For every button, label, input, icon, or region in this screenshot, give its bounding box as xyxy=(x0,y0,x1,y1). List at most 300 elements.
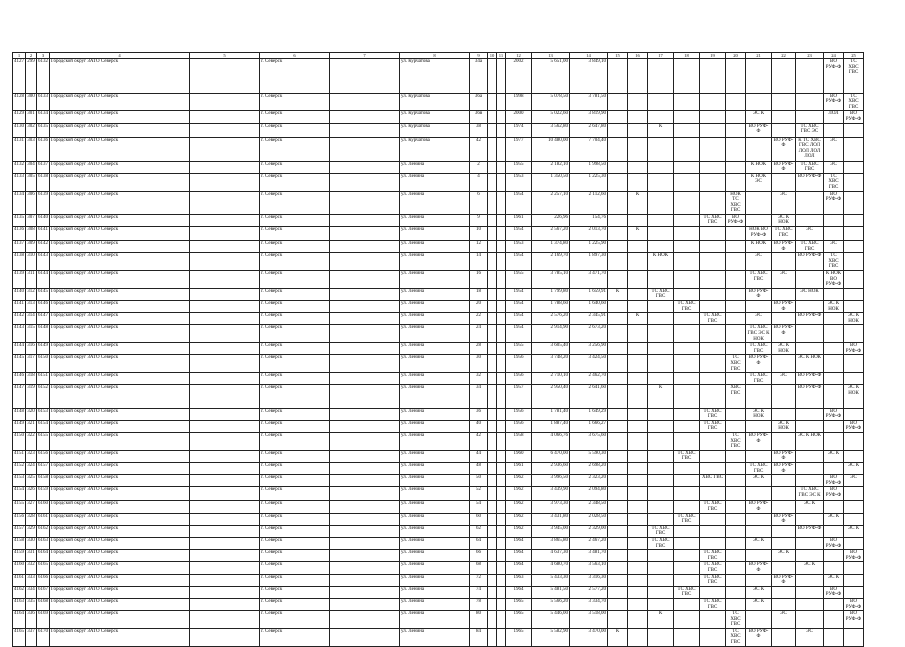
cell-c13: 3 785,10 xyxy=(532,271,570,289)
cell-c9: 40 xyxy=(470,420,488,432)
cell-empty xyxy=(190,513,260,525)
cell-c9: 54 xyxy=(470,501,488,513)
cell-c3: 6133 xyxy=(37,93,50,111)
cell-flag xyxy=(648,313,674,325)
cell-c9: 12 xyxy=(470,241,488,253)
cell-flag xyxy=(844,373,864,385)
cell-c14: 3 470,00 xyxy=(570,628,608,646)
cell-empty xyxy=(497,525,506,537)
cell-flag xyxy=(674,271,700,289)
cell-empty xyxy=(330,173,400,191)
cell-flag xyxy=(608,137,628,161)
cell-c14: 154,76 xyxy=(570,214,608,226)
cell-c6: г. Северск xyxy=(260,343,330,355)
cell-flag xyxy=(648,463,674,475)
cell-c12: 1956 xyxy=(506,420,532,432)
cell-c8: ул. Ленина xyxy=(400,227,470,241)
cell-c8: ул. Ленина xyxy=(400,513,470,525)
cell-c3: 6161 xyxy=(37,513,50,525)
cell-empty xyxy=(190,123,260,137)
cell-flag xyxy=(700,450,726,462)
cell-c12: 1954 xyxy=(506,191,532,214)
cell-c9: 18 xyxy=(470,288,488,300)
cell-c14: 2 467,20 xyxy=(570,537,608,549)
cell-c4: Городской округ ЗАТО Северск xyxy=(50,137,190,161)
cell-c13: 1 788,60 xyxy=(532,301,570,313)
cell-flag: ВО РУФ-Ф xyxy=(796,313,824,325)
cell-empty xyxy=(330,214,400,226)
cell-flag: ХВС ГВС xyxy=(700,475,726,487)
cell-flag xyxy=(674,420,700,432)
cell-c12: 1954 xyxy=(506,313,532,325)
cell-c12: 1953 xyxy=(506,173,532,191)
cell-empty xyxy=(488,550,497,562)
cell-flag xyxy=(844,501,864,513)
cell-empty xyxy=(330,59,400,94)
cell-c3: 6134 xyxy=(37,111,50,123)
cell-c1: 4151 xyxy=(13,450,26,462)
cell-c1: 4154 xyxy=(13,487,26,501)
cell-c14: 1 998,50 xyxy=(570,161,608,173)
cell-c8: ул. Ленина xyxy=(400,628,470,646)
cell-c12: 1965 xyxy=(506,598,532,610)
cell-flag xyxy=(608,123,628,137)
cell-flag xyxy=(674,313,700,325)
cell-c2: 336 xyxy=(26,611,37,629)
cell-c2: 303 xyxy=(26,137,37,161)
cell-flag: ТС ХВС ГВС xyxy=(648,537,674,549)
table-row xyxy=(13,191,864,214)
cell-flag xyxy=(608,93,628,111)
cell-c4: Городской округ ЗАТО Северск xyxy=(50,586,190,598)
cell-c12: 1957 xyxy=(506,385,532,408)
cell-flag xyxy=(796,586,824,598)
cell-flag xyxy=(608,373,628,385)
cell-c6: г. Северск xyxy=(260,227,330,241)
header-cell: 14 xyxy=(570,53,608,59)
cell-flag xyxy=(844,487,864,501)
cell-c8: ул. Ленина xyxy=(400,598,470,610)
cell-c12: 1954 xyxy=(506,288,532,300)
cell-empty xyxy=(190,191,260,214)
cell-flag xyxy=(824,313,844,325)
cell-flag xyxy=(726,288,746,300)
cell-flag xyxy=(628,574,648,586)
cell-flag xyxy=(648,487,674,501)
cell-flag: ЭС К НОК xyxy=(772,214,796,226)
cell-c14: 2 577,20 xyxy=(570,586,608,598)
cell-flag xyxy=(628,214,648,226)
table-row xyxy=(13,111,864,123)
cell-flag xyxy=(608,550,628,562)
table-row xyxy=(13,123,864,137)
cell-c13: 3 431,80 xyxy=(532,513,570,525)
cell-c6: г. Северск xyxy=(260,271,330,289)
cell-flag xyxy=(628,550,648,562)
cell-flag: ВО РУФ-Ф xyxy=(772,513,796,525)
cell-empty xyxy=(330,227,400,241)
cell-flag: ЭС К НОК xyxy=(796,433,824,451)
cell-empty xyxy=(330,93,400,111)
cell-empty xyxy=(190,241,260,253)
cell-empty xyxy=(488,385,497,408)
cell-c1: 4143 xyxy=(13,325,26,343)
cell-flag xyxy=(746,550,772,562)
cell-flag xyxy=(746,191,772,214)
cell-c8: ул. Ленина xyxy=(400,537,470,549)
cell-empty xyxy=(488,123,497,137)
cell-empty xyxy=(488,111,497,123)
cell-flag: ВО РУФ-Ф xyxy=(746,501,772,513)
cell-flag: ЭС К НОК xyxy=(796,355,824,373)
cell-c2: 312 xyxy=(26,288,37,300)
cell-flag xyxy=(844,562,864,574)
cell-c12: 1963 xyxy=(506,574,532,586)
cell-flag xyxy=(726,173,746,191)
cell-flag xyxy=(628,501,648,513)
header-cell: 17 xyxy=(648,53,674,59)
cell-c14: 1 225,90 xyxy=(570,241,608,253)
cell-c1: 4147 xyxy=(13,385,26,408)
cell-empty xyxy=(497,628,506,646)
cell-flag: ЭС К НОК xyxy=(844,385,864,408)
cell-empty xyxy=(330,537,400,549)
cell-c4: Городской округ ЗАТО Северск xyxy=(50,373,190,385)
cell-empty xyxy=(497,313,506,325)
cell-c8: ул. Ленина xyxy=(400,373,470,385)
cell-c6: г. Северск xyxy=(260,475,330,487)
cell-c13: 4 066,76 xyxy=(532,433,570,451)
cell-flag xyxy=(746,137,772,161)
cell-c4: Городской округ ЗАТО Северск xyxy=(50,111,190,123)
cell-flag xyxy=(628,408,648,420)
cell-flag: ВО РУФ-Ф xyxy=(796,373,824,385)
cell-c4: Городской округ ЗАТО Северск xyxy=(50,550,190,562)
cell-flag xyxy=(772,598,796,610)
cell-c4: Городской округ ЗАТО Северск xyxy=(50,433,190,451)
cell-c14: 3 781,50 xyxy=(570,93,608,111)
register-table-container xyxy=(12,52,864,647)
cell-empty xyxy=(488,343,497,355)
cell-empty xyxy=(497,598,506,610)
cell-flag xyxy=(608,450,628,462)
cell-c12: 1964 xyxy=(506,562,532,574)
cell-flag xyxy=(772,355,796,373)
cell-empty xyxy=(190,271,260,289)
cell-c12: 1962 xyxy=(506,475,532,487)
cell-c4: Городской округ ЗАТО Северск xyxy=(50,325,190,343)
cell-c3: 6141 xyxy=(37,227,50,241)
cell-empty xyxy=(488,214,497,226)
cell-c8: ул. Ленина xyxy=(400,173,470,191)
cell-c1: 4127 xyxy=(13,59,26,94)
cell-flag xyxy=(608,343,628,355)
cell-flag xyxy=(608,513,628,525)
cell-flag xyxy=(700,59,726,94)
cell-flag xyxy=(648,420,674,432)
cell-c12: 1954 xyxy=(506,325,532,343)
cell-c3: 6140 xyxy=(37,214,50,226)
cell-c4: Городской округ ЗАТО Северск xyxy=(50,241,190,253)
cell-flag xyxy=(608,501,628,513)
cell-c6: г. Северск xyxy=(260,586,330,598)
cell-flag xyxy=(746,450,772,462)
cell-flag: ВО РУФ-Ф xyxy=(772,137,796,161)
cell-flag xyxy=(628,161,648,173)
header-cell: 16 xyxy=(628,53,648,59)
cell-c2: 322 xyxy=(26,433,37,451)
cell-flag xyxy=(824,611,844,629)
cell-c6: г. Северск xyxy=(260,525,330,537)
cell-empty xyxy=(488,373,497,385)
cell-c2: 302 xyxy=(26,123,37,137)
cell-flag xyxy=(726,111,746,123)
cell-flag xyxy=(746,525,772,537)
cell-flag xyxy=(700,288,726,300)
cell-flag: ЭС xyxy=(844,475,864,487)
cell-c2: 332 xyxy=(26,562,37,574)
cell-c1: 4148 xyxy=(13,408,26,420)
cell-flag: К xyxy=(628,227,648,241)
cell-empty xyxy=(330,420,400,432)
cell-c9: 16 xyxy=(470,271,488,289)
cell-flag xyxy=(608,537,628,549)
cell-c12: 1961 xyxy=(506,214,532,226)
cell-flag xyxy=(700,253,726,271)
cell-empty xyxy=(488,161,497,173)
cell-empty xyxy=(190,385,260,408)
cell-flag xyxy=(796,301,824,313)
cell-flag xyxy=(674,574,700,586)
cell-empty xyxy=(190,550,260,562)
cell-c1: 4137 xyxy=(13,241,26,253)
table-row xyxy=(13,271,864,289)
cell-flag xyxy=(608,227,628,241)
cell-c6: г. Северск xyxy=(260,433,330,451)
cell-empty xyxy=(488,574,497,586)
cell-c2: 337 xyxy=(26,628,37,646)
table-row xyxy=(13,373,864,385)
cell-flag: ТС ХВС ГВС xyxy=(674,586,700,598)
cell-c3: 6167 xyxy=(37,586,50,598)
cell-c3: 6139 xyxy=(37,191,50,214)
cell-flag xyxy=(628,137,648,161)
cell-c3: 6147 xyxy=(37,313,50,325)
cell-flag: ВО РУФ-Ф xyxy=(824,586,844,598)
cell-c6: г. Северск xyxy=(260,355,330,373)
cell-c14: 1 225,30 xyxy=(570,173,608,191)
cell-flag xyxy=(796,598,824,610)
cell-empty xyxy=(190,111,260,123)
cell-c2: 330 xyxy=(26,537,37,549)
table-row xyxy=(13,537,864,549)
cell-c13: 3 605,40 xyxy=(532,343,570,355)
cell-c6: г. Северск xyxy=(260,288,330,300)
cell-flag xyxy=(844,408,864,420)
cell-empty xyxy=(330,501,400,513)
cell-c2: 335 xyxy=(26,598,37,610)
cell-c14: 3 675,60 xyxy=(570,433,608,451)
cell-c2: 327 xyxy=(26,501,37,513)
cell-c3: 6162 xyxy=(37,525,50,537)
cell-c2: 315 xyxy=(26,325,37,343)
cell-c12: 1998 xyxy=(506,93,532,111)
cell-c4: Городской округ ЗАТО Северск xyxy=(50,562,190,574)
cell-c2: 304 xyxy=(26,161,37,173)
cell-c2: 300 xyxy=(26,93,37,111)
cell-c14: 1 666,27 xyxy=(570,420,608,432)
cell-empty xyxy=(190,487,260,501)
cell-c3: 6154 xyxy=(37,420,50,432)
cell-empty xyxy=(330,598,400,610)
cell-c4: Городской округ ЗАТО Северск xyxy=(50,301,190,313)
cell-empty xyxy=(330,137,400,161)
cell-c4: Городской округ ЗАТО Северск xyxy=(50,343,190,355)
cell-c8: ул. Ленина xyxy=(400,463,470,475)
cell-empty xyxy=(330,586,400,598)
cell-flag xyxy=(628,325,648,343)
cell-c14: 3 563,10 xyxy=(570,562,608,574)
cell-c12: 1962 xyxy=(506,501,532,513)
cell-empty xyxy=(488,433,497,451)
cell-flag xyxy=(628,433,648,451)
cell-empty xyxy=(497,137,506,161)
cell-flag xyxy=(700,123,726,137)
cell-c6: г. Северск xyxy=(260,301,330,313)
cell-flag xyxy=(726,227,746,241)
cell-c4: Городской округ ЗАТО Северск xyxy=(50,271,190,289)
cell-flag: ВО РУФ-Ф xyxy=(844,598,864,610)
cell-flag xyxy=(772,93,796,111)
cell-empty xyxy=(330,487,400,501)
cell-c2: 313 xyxy=(26,301,37,313)
table-row xyxy=(13,325,864,343)
cell-c4: Городской округ ЗАТО Северск xyxy=(50,475,190,487)
cell-flag xyxy=(844,253,864,271)
cell-flag xyxy=(648,550,674,562)
cell-flag: ЭС К НОК xyxy=(824,301,844,313)
table-row xyxy=(13,137,864,161)
cell-empty xyxy=(497,325,506,343)
cell-flag xyxy=(824,598,844,610)
cell-c6: г. Северск xyxy=(260,93,330,111)
cell-flag xyxy=(824,214,844,226)
cell-flag: ВО РУФ-Ф xyxy=(746,288,772,300)
cell-flag: НОК ТС ХВС ГВС xyxy=(726,191,746,214)
cell-flag: К xyxy=(648,123,674,137)
cell-flag: ВО РУФ-Ф xyxy=(772,161,796,173)
cell-empty xyxy=(488,513,497,525)
cell-c2: 308 xyxy=(26,227,37,241)
cell-flag xyxy=(674,325,700,343)
cell-flag: К НОК ЭС xyxy=(746,173,772,191)
cell-c4: Городской округ ЗАТО Северск xyxy=(50,288,190,300)
cell-c8: ул. Ленина xyxy=(400,586,470,598)
cell-c8: ул. Ленина xyxy=(400,241,470,253)
cell-flag xyxy=(772,487,796,501)
header-cell: 2 xyxy=(26,53,37,59)
cell-c12: 1956 xyxy=(506,355,532,373)
cell-c2: 318 xyxy=(26,373,37,385)
cell-c8: ул. Курчатова xyxy=(400,59,470,94)
cell-flag xyxy=(726,487,746,501)
cell-empty xyxy=(497,513,506,525)
table-row xyxy=(13,408,864,420)
cell-flag: ТС ХВС ГВС xyxy=(648,525,674,537)
cell-empty xyxy=(190,373,260,385)
cell-flag xyxy=(746,487,772,501)
table-row xyxy=(13,355,864,373)
cell-c9: 9 xyxy=(470,214,488,226)
cell-c13: 5 022,60 xyxy=(532,111,570,123)
cell-flag xyxy=(628,111,648,123)
cell-c9: 60 xyxy=(470,513,488,525)
cell-c6: г. Северск xyxy=(260,408,330,420)
cell-c9: 42 xyxy=(470,433,488,451)
cell-flag xyxy=(824,373,844,385)
cell-c1: 4134 xyxy=(13,191,26,214)
cell-c4: Городской округ ЗАТО Северск xyxy=(50,161,190,173)
cell-c1: 4162 xyxy=(13,586,26,598)
cell-flag: ТС ХВС ГВС xyxy=(674,301,700,313)
cell-flag: ВО РУФ-Ф xyxy=(844,420,864,432)
cell-flag xyxy=(674,475,700,487)
cell-empty xyxy=(330,355,400,373)
cell-flag xyxy=(628,288,648,300)
cell-flag xyxy=(700,137,726,161)
cell-flag xyxy=(608,562,628,574)
cell-empty xyxy=(488,562,497,574)
cell-flag xyxy=(844,214,864,226)
cell-flag xyxy=(628,611,648,629)
cell-c9: 28 xyxy=(470,343,488,355)
cell-flag xyxy=(726,301,746,313)
cell-flag xyxy=(674,385,700,408)
cell-flag xyxy=(674,463,700,475)
cell-flag: ВО РУФ-Ф xyxy=(824,487,844,501)
cell-flag xyxy=(648,325,674,343)
cell-flag xyxy=(608,433,628,451)
cell-c1: 4142 xyxy=(13,313,26,325)
cell-flag xyxy=(628,463,648,475)
cell-flag xyxy=(844,137,864,161)
cell-empty xyxy=(330,513,400,525)
cell-flag: ВО РУФ-Ф xyxy=(796,173,824,191)
cell-c4: Городской округ ЗАТО Северск xyxy=(50,628,190,646)
cell-c9: 6 xyxy=(470,191,488,214)
cell-empty xyxy=(330,343,400,355)
cell-flag xyxy=(844,586,864,598)
cell-flag xyxy=(796,214,824,226)
cell-flag xyxy=(608,173,628,191)
cell-c12: 1956 xyxy=(506,408,532,420)
cell-flag xyxy=(700,513,726,525)
cell-flag: ЭС НОК xyxy=(796,288,824,300)
cell-empty xyxy=(330,373,400,385)
cell-c13: 3 996,50 xyxy=(532,475,570,487)
cell-flag xyxy=(608,611,628,629)
cell-flag: ТС ХВС ГВС xyxy=(700,420,726,432)
cell-flag xyxy=(796,191,824,214)
cell-flag xyxy=(700,301,726,313)
cell-flag xyxy=(608,385,628,408)
cell-c6: г. Северск xyxy=(260,501,330,513)
cell-flag xyxy=(628,253,648,271)
cell-flag xyxy=(608,408,628,420)
cell-c12: 1965 xyxy=(506,628,532,646)
cell-c1: 4144 xyxy=(13,343,26,355)
cell-c12: 2002 xyxy=(506,59,532,94)
